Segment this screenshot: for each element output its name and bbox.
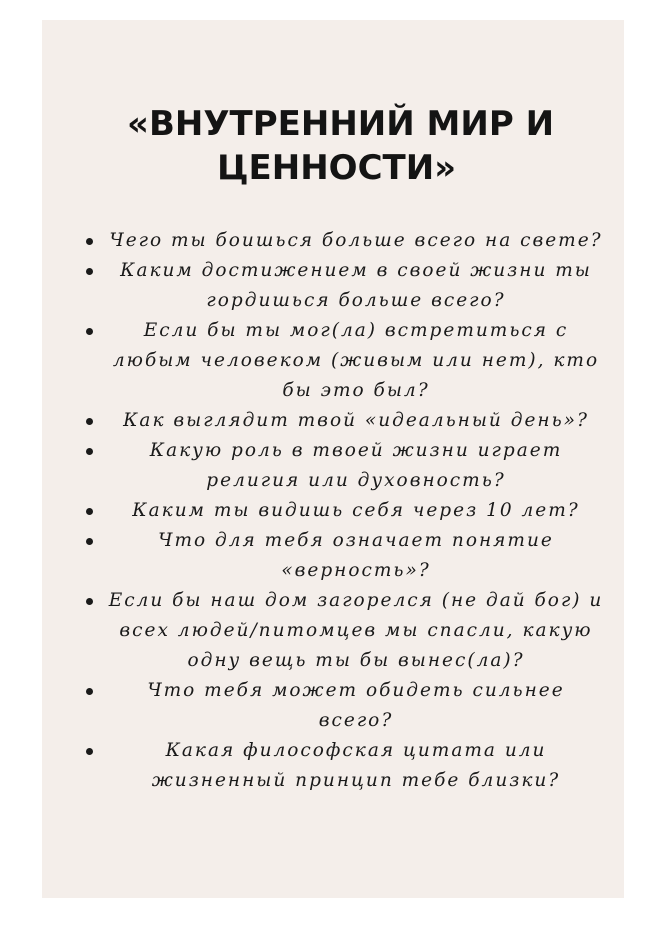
list-item [72,526,604,586]
document-page [42,20,624,898]
list-item [72,436,604,496]
bullet-icon [86,268,93,275]
list-item [72,676,604,736]
list-item [72,226,604,256]
list-item [72,736,604,796]
question-text: Что тебя может обидеть сильнее всего? [147,680,565,731]
page-title [42,102,624,190]
bullet-icon [86,328,93,335]
bullet-icon [86,508,93,515]
question-list [72,226,604,796]
list-item [72,586,604,676]
bullet-icon [86,238,93,245]
bullet-icon [86,748,93,755]
bullet-icon [86,418,93,425]
title-line-1: «ВНУТРЕННИЙ МИР И [127,104,555,144]
question-text: Если бы ты мог(ла) встретиться с любым человеком (живым или нет), кто бы это был? [112,320,600,401]
bullet-icon [86,538,93,545]
question-text: Как выглядит твой «идеальный день»? [123,410,589,431]
bullet-icon [86,448,93,455]
title-line-2: ЦЕННОСТИ» [217,148,457,188]
list-item [72,316,604,406]
question-text: Каким ты видишь себя через 10 лет? [132,500,580,521]
question-text: Каким достижением в своей жизни ты гордишься больше всего? [120,260,592,311]
question-text: Чего ты боишься больше всего на свете? [109,230,603,251]
bullet-icon [86,688,93,695]
list-item [72,496,604,526]
question-text: Если бы наш дом загорелся (не дай бог) и всех людей/питомцев мы спасли, какую одну вещь ты бы вынес(ла)? [108,590,604,671]
list-item [72,256,604,316]
question-text: Какая философская цитата или жизненный принцип тебе близки? [151,740,561,791]
bullet-icon [86,598,93,605]
question-text: Что для тебя означает понятие «верность»? [158,530,554,581]
question-text: Какую роль в твоей жизни играет религия или духовность? [149,440,563,491]
list-item [72,406,604,436]
